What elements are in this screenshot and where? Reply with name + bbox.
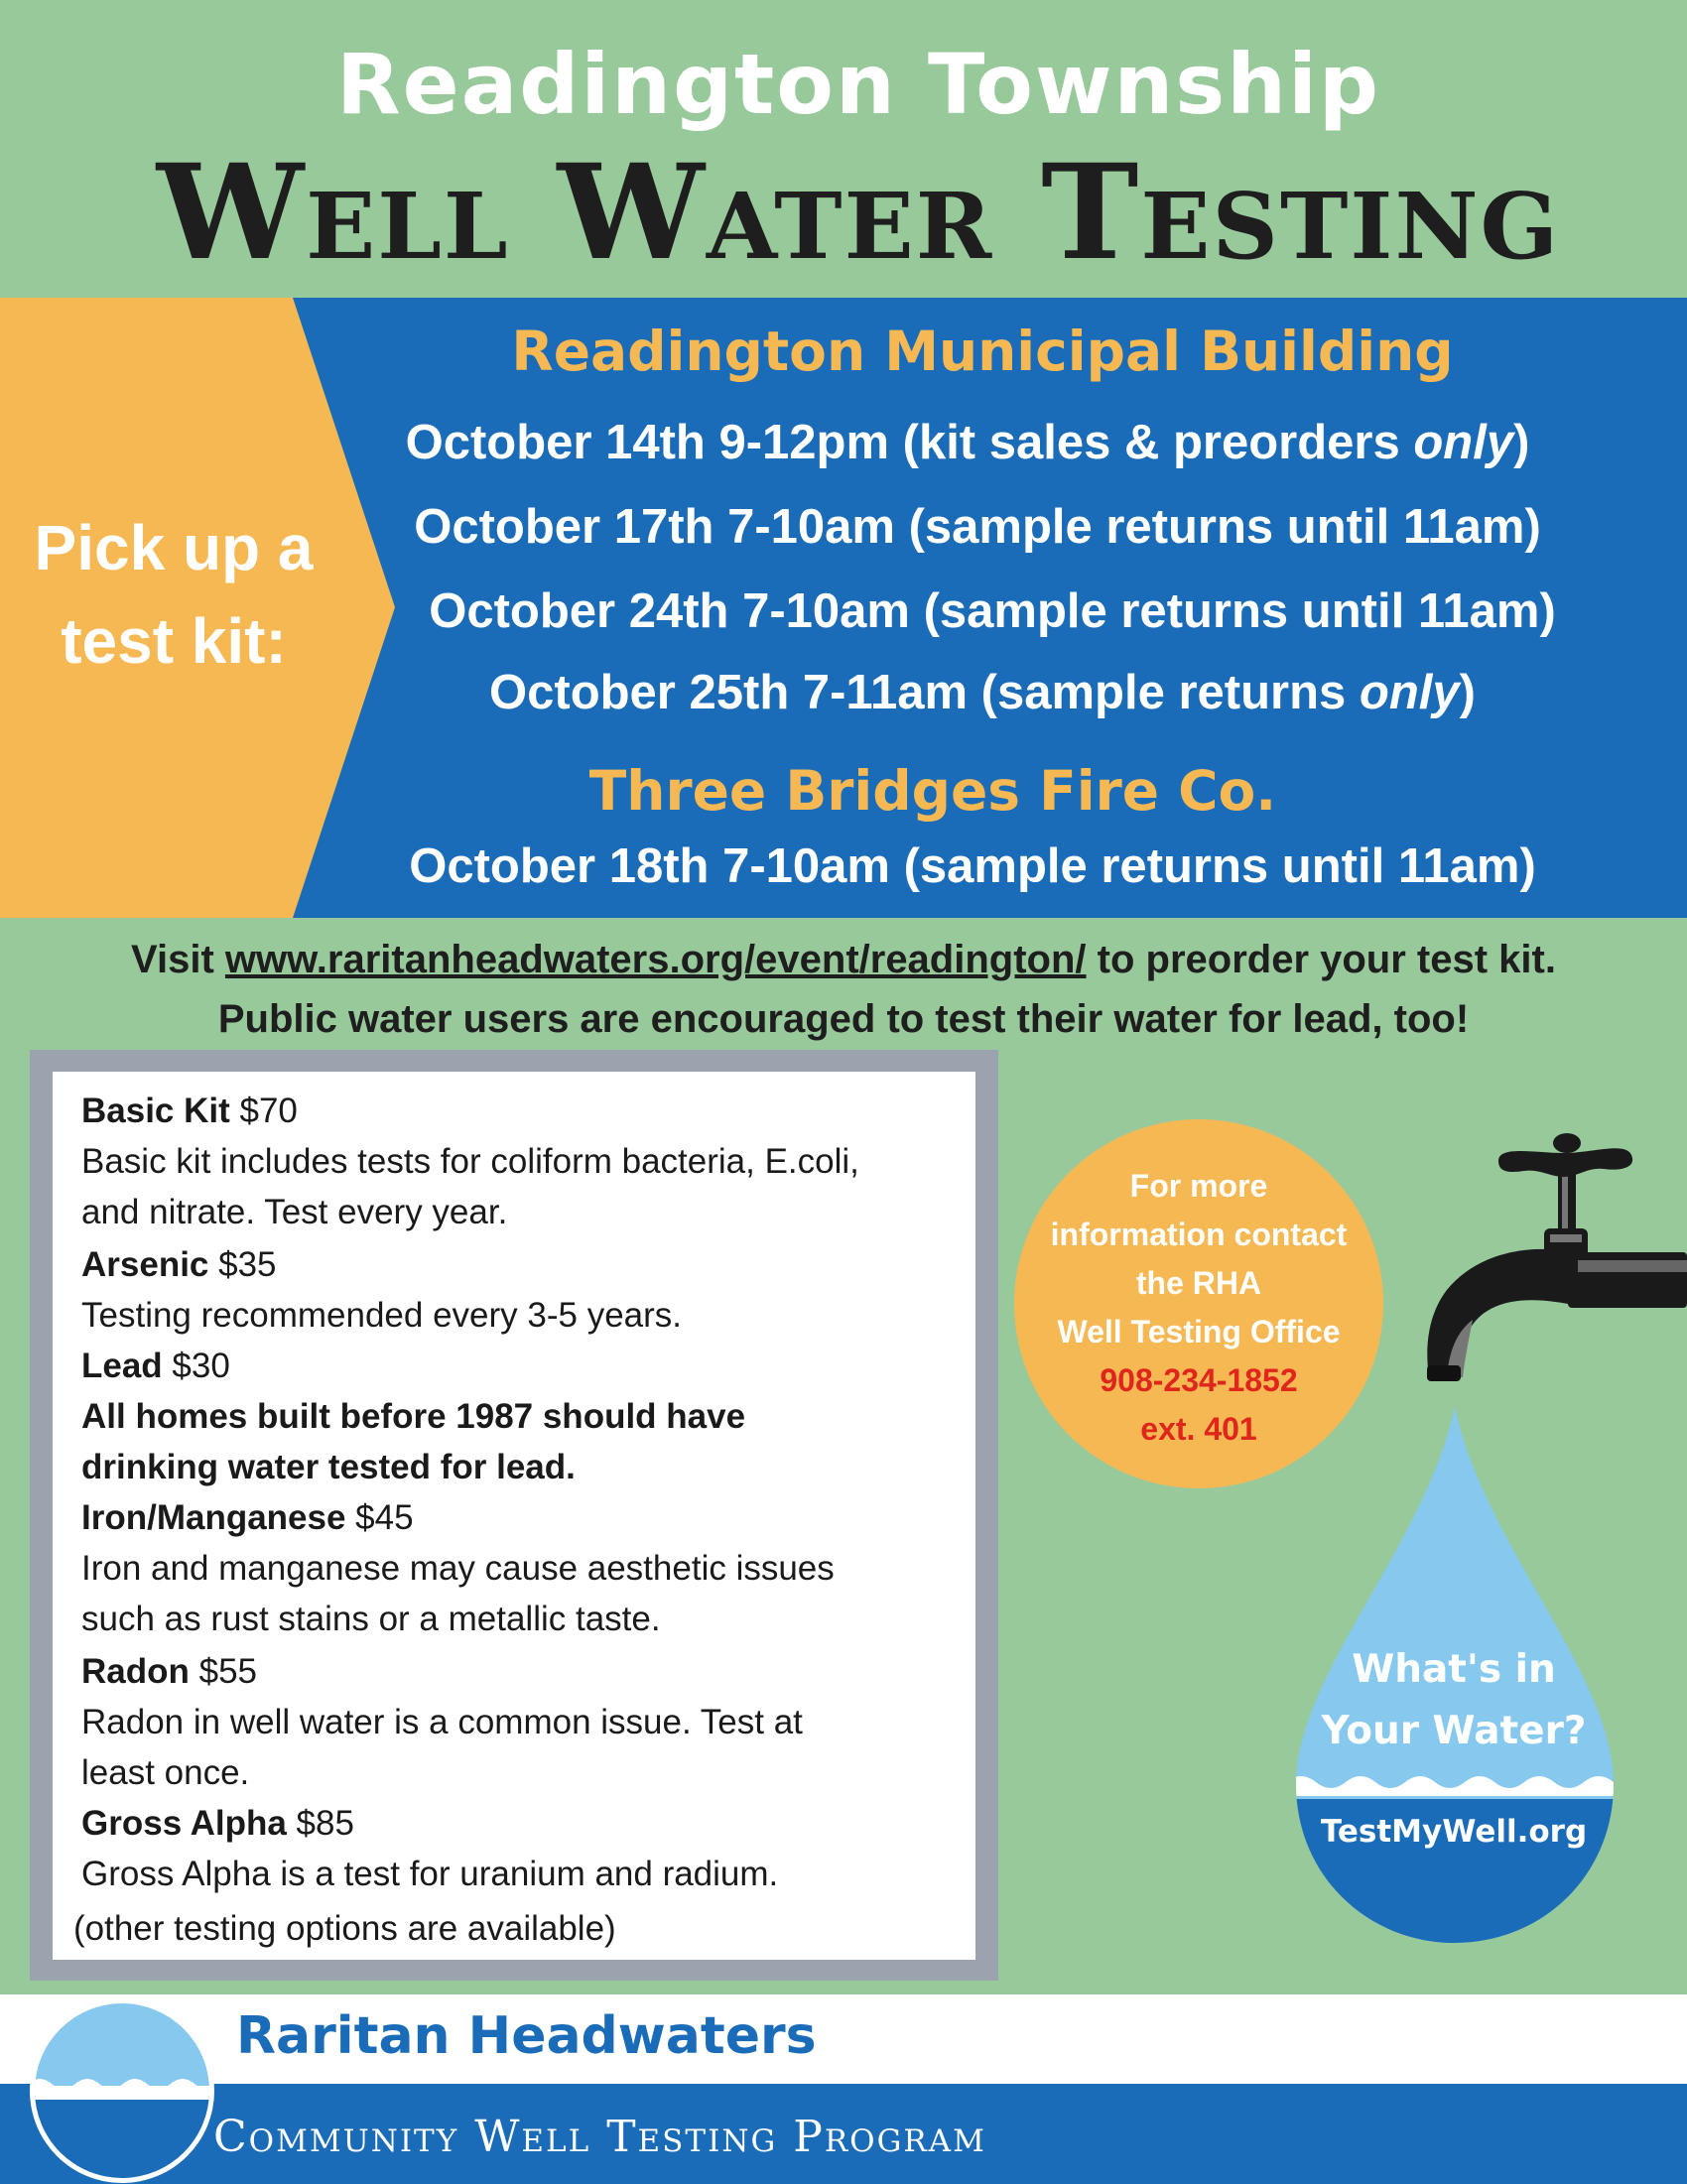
testmywell-link[interactable]: TestMyWell.org <box>1320 1814 1588 1850</box>
basic-kit-desc-line2: and nitrate. Test every year. <box>81 1193 508 1231</box>
pickup-label-line2: test kit: <box>61 605 287 677</box>
faucet-icon <box>1419 1131 1687 1389</box>
contact-extension: ext. 401 <box>1140 1411 1257 1447</box>
arsenic-desc: Testing recommended every 3-5 years. <box>81 1296 682 1335</box>
basic-kit-desc-line1: Basic kit includes tests for coliform bacteria, E.coli, <box>81 1142 859 1181</box>
price-radon: Radon $55 <box>81 1652 258 1691</box>
drop-text-line1: What's in <box>1352 1647 1556 1692</box>
schedule-oct18: October 18th 7-10am (sample returns until 11am) <box>409 839 1536 893</box>
pickup-label-line1: Pick up a <box>34 512 314 583</box>
lead-desc-line1: All homes built before 1987 should have <box>81 1397 746 1436</box>
drop-text-line2: Your Water? <box>1321 1709 1587 1753</box>
price-iron-manganese: Iron/Manganese $45 <box>81 1498 414 1537</box>
contact-line1: For more <box>1129 1168 1268 1204</box>
iron-desc-line1: Iron and manganese may cause aesthetic issues <box>81 1549 835 1588</box>
org-name: Raritan Headwaters <box>236 2006 817 2066</box>
public-water-note: Public water users are encouraged to test their water for lead, too! <box>217 997 1470 1041</box>
price-lead: Lead $30 <box>81 1347 230 1385</box>
preorder-line: Visit www.raritanheadwaters.org/event/readington/ to preorder your test kit. <box>131 938 1556 981</box>
price-gross-alpha: Gross Alpha $85 <box>81 1804 354 1843</box>
radon-desc-line2: least once. <box>81 1753 250 1792</box>
iron-desc-line2: such as rust stains or a metallic taste. <box>81 1600 661 1638</box>
program-name: Community Well Testing Program <box>213 2112 986 2162</box>
price-basic-kit: Basic Kit $70 <box>81 1092 298 1130</box>
other-options-note: (other testing options are available) <box>73 1909 616 1948</box>
venue-three-bridges: Three Bridges Fire Co. <box>588 759 1277 823</box>
contact-line2: information contact <box>1050 1217 1348 1252</box>
contact-line3: the RHA <box>1135 1265 1262 1301</box>
town-title: Readington Township <box>335 36 1381 133</box>
pickup-label <box>0 501 347 688</box>
schedule-oct25: October 25th 7-11am (sample returns only) <box>489 666 1476 719</box>
contact-line4: Well Testing Office <box>1057 1314 1341 1349</box>
page-title: Well Water Testing <box>156 136 1561 290</box>
schedule-oct24: October 24th 7-10am (sample returns until 11am) <box>429 584 1556 638</box>
raritan-headwaters-logo-icon <box>28 1996 216 2184</box>
venue-municipal-building: Readington Municipal Building <box>511 320 1454 383</box>
radon-desc-line1: Radon in well water is a common issue. Test at <box>81 1703 803 1741</box>
schedule-oct14: October 14th 9-12pm (kit sales & preorders only) <box>405 416 1530 469</box>
lead-desc-line2: drinking water tested for lead. <box>81 1448 576 1486</box>
contact-phone[interactable]: 908-234-1852 <box>1100 1362 1298 1398</box>
preorder-link[interactable]: www.raritanheadwaters.org/event/readington/ <box>224 938 1087 981</box>
gross-alpha-desc: Gross Alpha is a test for uranium and radium. <box>81 1855 779 1893</box>
schedule-oct17: October 17th 7-10am (sample returns until 11am) <box>414 500 1541 554</box>
price-arsenic: Arsenic $35 <box>81 1245 277 1284</box>
